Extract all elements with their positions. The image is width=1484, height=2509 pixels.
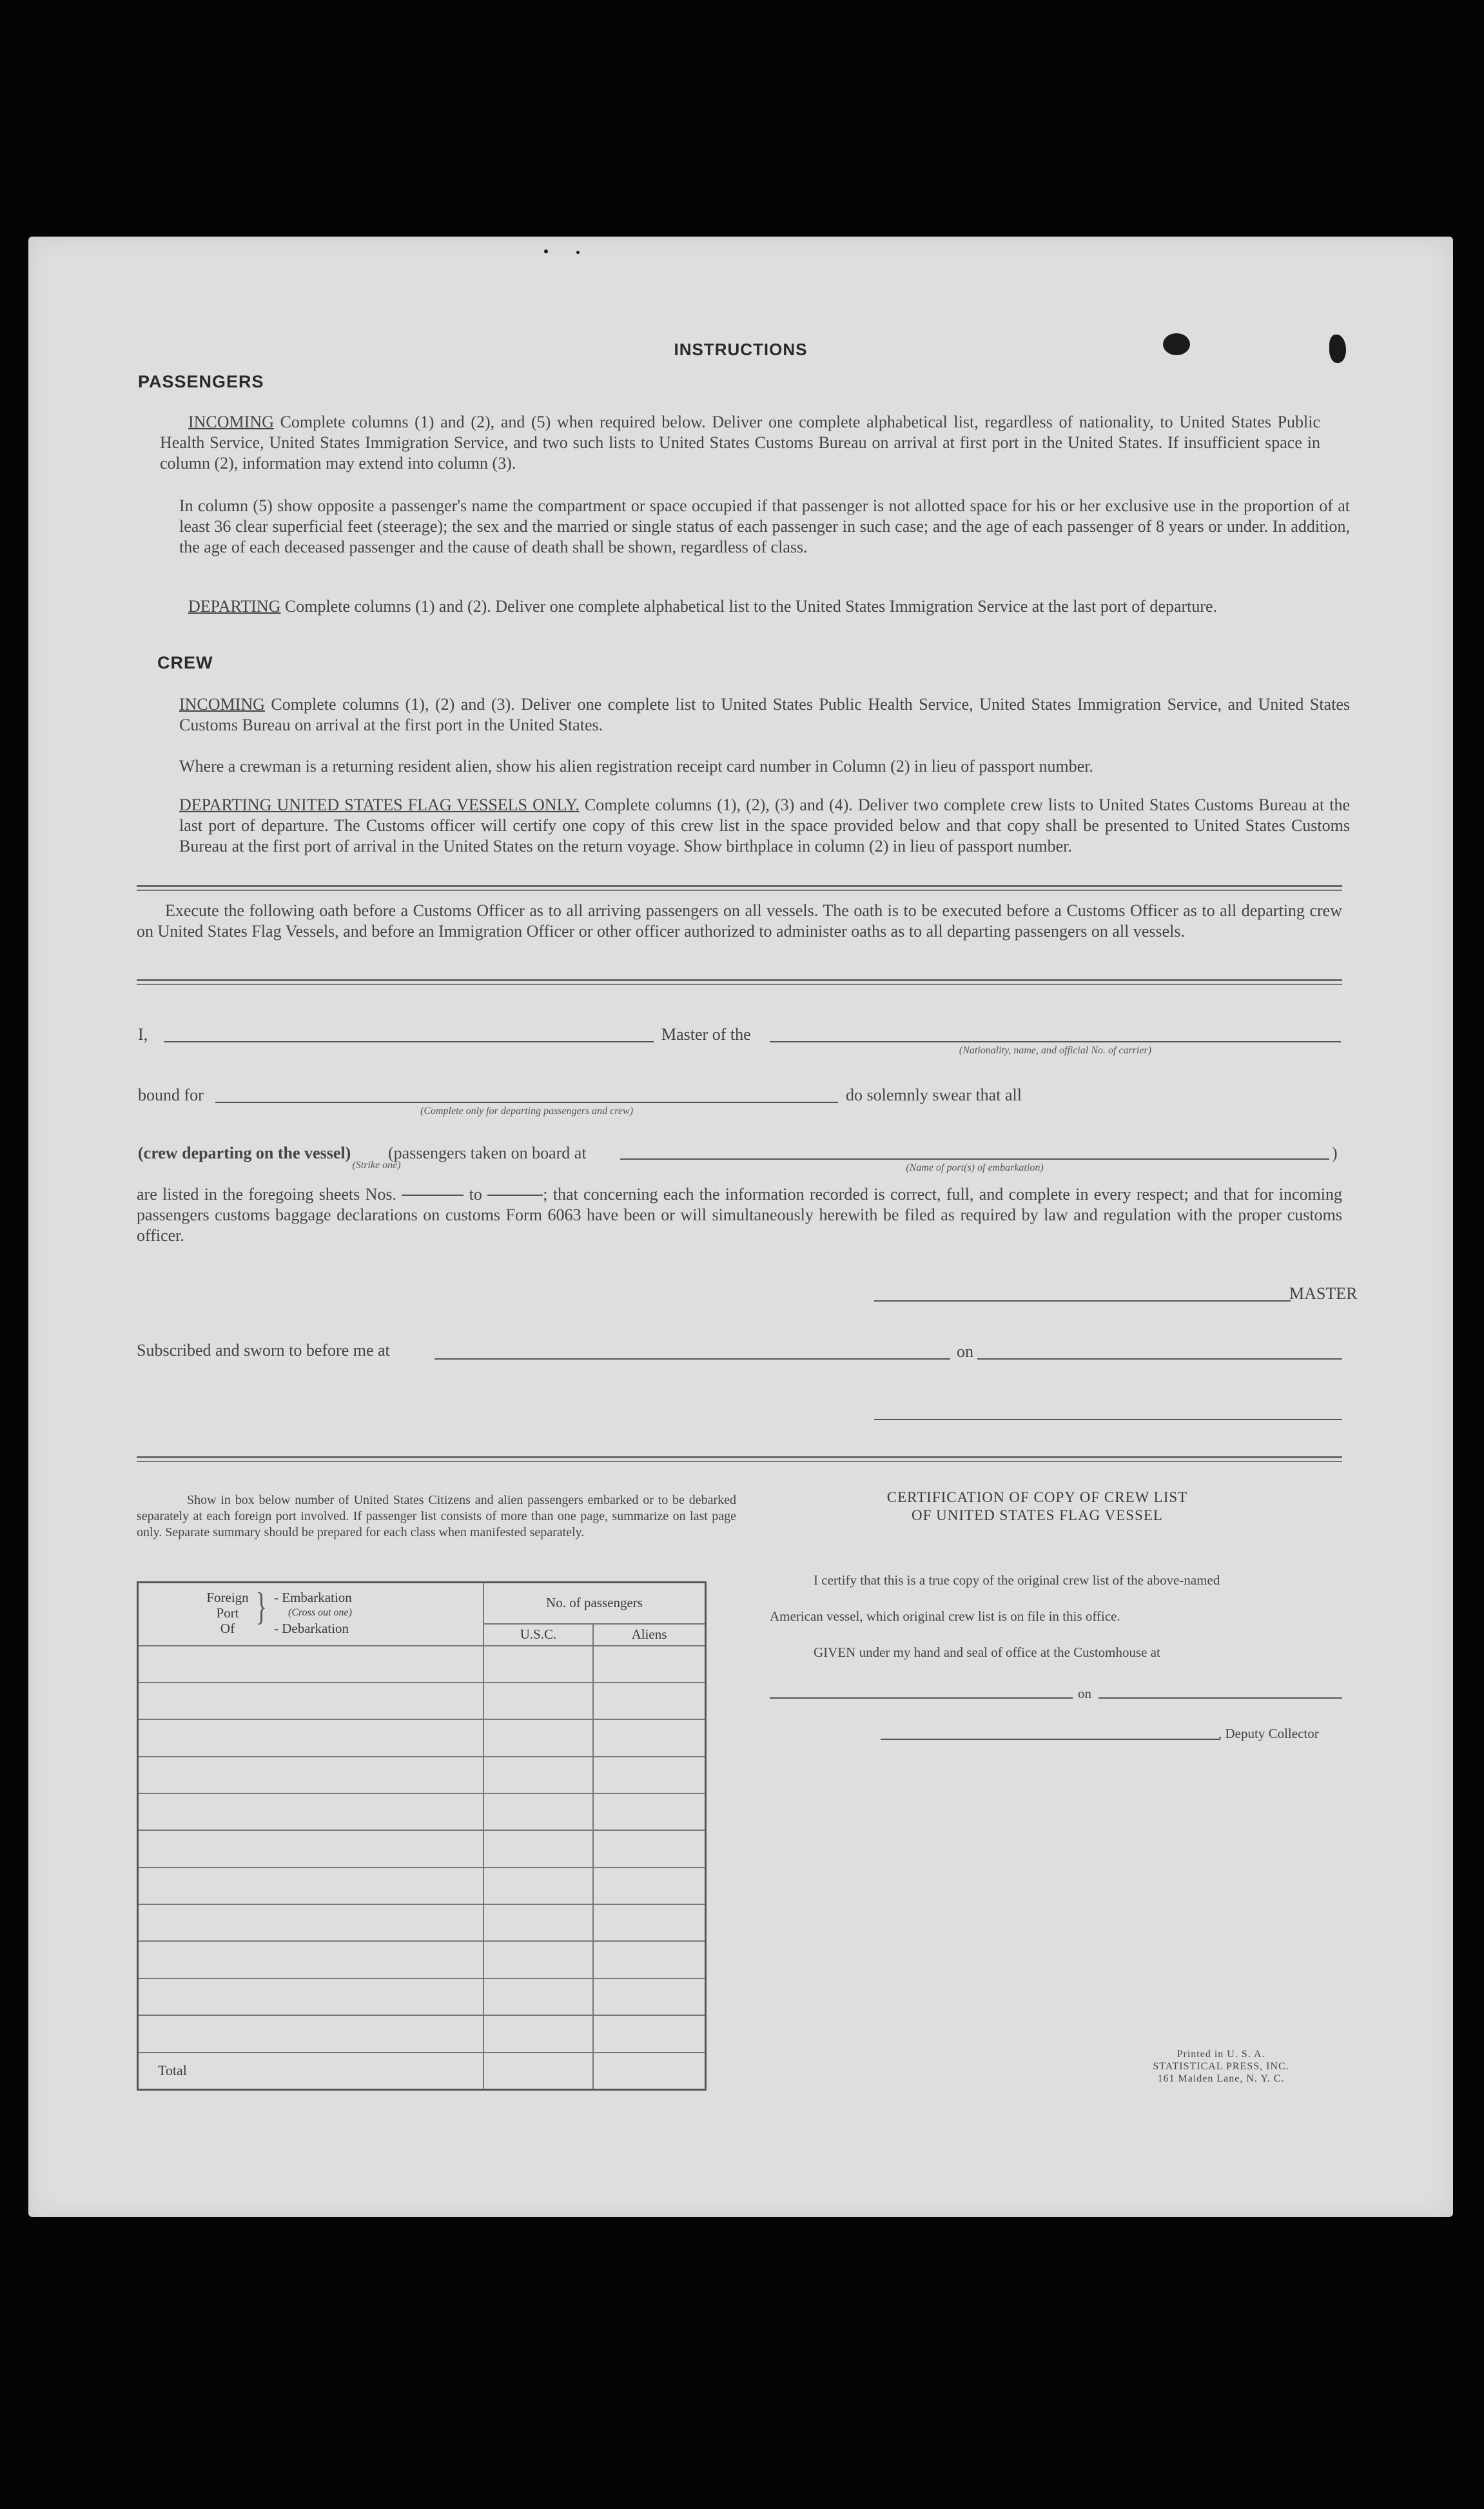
cert-on-label: on xyxy=(1078,1686,1091,1701)
passengers-heading: PASSENGERS xyxy=(138,372,264,391)
total-row xyxy=(138,2053,706,2090)
table-row xyxy=(138,1868,706,1904)
master-signature-field[interactable] xyxy=(874,1300,1291,1302)
passengers-departing-label: DEPARTING xyxy=(188,597,281,616)
master-label: MASTER xyxy=(1289,1284,1358,1303)
usc-cell[interactable] xyxy=(483,1830,593,1867)
ink-speck xyxy=(576,251,580,254)
table-row xyxy=(138,1646,706,1683)
crew-departing-option[interactable]: (crew departing on the vessel) xyxy=(138,1144,351,1162)
aliens-cell[interactable] xyxy=(593,1941,706,1978)
ink-speck xyxy=(544,249,548,253)
usc-cell[interactable] xyxy=(483,2015,593,2052)
usc-cell[interactable] xyxy=(483,1868,593,1904)
crew-departing-text: Complete columns (1), (2), (3) and (4). Deliver two complete crew lists to United States Customs Bureau at the last port of departure. The Customs officer will certify one copy of this crew list in the space provided below and that copy shall be presented to United States Customs Bureau at the first port of arrival in the United States on the return voyage. Show birthplace in column (2) in lieu of passport number. xyxy=(179,796,1351,855)
passengers-taken-option[interactable]: (passengers taken on board at xyxy=(388,1144,587,1162)
customhouse-field[interactable] xyxy=(770,1697,1073,1699)
printer-line3: 161 Maiden Lane, N. Y. C. xyxy=(1157,2073,1285,2084)
carrier-note: (Nationality, name, and official No. of carrier) xyxy=(959,1045,1152,1056)
crew-heading: CREW xyxy=(157,653,213,672)
port-cell[interactable] xyxy=(138,1793,484,1830)
bound-for-field[interactable] xyxy=(215,1102,838,1103)
usc-cell[interactable] xyxy=(483,1757,593,1793)
sheet-from-field[interactable] xyxy=(402,1195,464,1196)
debarkation-label: - Debarkation xyxy=(274,1621,349,1636)
certify-text-a: I certify that this is a true copy of the original crew list of the above-named xyxy=(814,1572,1220,1588)
certification-title-line2: OF UNITED STATES FLAG VESSEL xyxy=(912,1507,1163,1523)
usc-cell[interactable] xyxy=(483,1904,593,1941)
crew-departing-label: DEPARTING UNITED STATES FLAG VESSELS ONLY. xyxy=(179,796,580,814)
subscribed-place-field[interactable] xyxy=(434,1358,950,1360)
passengers-incoming-label: INCOMING xyxy=(188,413,274,431)
printer-line2: STATISTICAL PRESS, INC. xyxy=(1153,2061,1289,2072)
oath-i-label: I, xyxy=(138,1025,148,1044)
aliens-header: Aliens xyxy=(593,1624,706,1646)
port-cell[interactable] xyxy=(138,1978,484,2015)
port-cell[interactable] xyxy=(138,1683,484,1719)
aliens-cell[interactable] xyxy=(593,1646,706,1683)
printer-line1: Printed in U. S. A. xyxy=(1176,2049,1265,2060)
usc-cell[interactable] xyxy=(483,1941,593,1978)
crew-resident-text: Where a crewman is a returning resident alien, show his alien registration receipt card number in Column (2) in lieu of passport number. xyxy=(179,757,1094,776)
port-cell[interactable] xyxy=(138,1646,484,1683)
crew-departing-paragraph xyxy=(179,795,1350,857)
passengers-departing-text: Complete columns (1) and (2). Deliver one complete alphabetical list to the United States Immigration Service at the last port of departure. xyxy=(284,597,1218,616)
certify-text-b: American vessel, which original crew list is on file in this office. xyxy=(770,1608,1120,1624)
subscribed-date-field[interactable] xyxy=(977,1358,1342,1360)
usc-cell[interactable] xyxy=(483,1719,593,1756)
foreign-port-header xyxy=(138,1583,484,1646)
table-row xyxy=(138,1904,706,1941)
do-swear-label: do solemnly swear that all xyxy=(846,1086,1022,1104)
port-cell[interactable] xyxy=(138,2015,484,2052)
aliens-cell[interactable] xyxy=(593,1757,706,1793)
listed-text-b: ; that concerning each the information recorded is correct, full, and complete in every respect; and that for incoming passengers customs baggage declarations on customs Form 6063 have been or will simultaneously herewith be filed as required by law and regulation with the proper customs officer. xyxy=(137,1185,1343,1245)
port-note: (Name of port(s) of embarkation) xyxy=(906,1162,1044,1173)
total-label: Total xyxy=(138,2053,484,2090)
subscribed-label: Subscribed and sworn to before me at xyxy=(137,1341,390,1360)
bound-for-label: bound for xyxy=(138,1086,204,1104)
sheets-paragraph xyxy=(137,1184,1342,1246)
subscribed-on-label: on xyxy=(957,1342,973,1361)
aliens-cell[interactable] xyxy=(593,1904,706,1941)
port-cell[interactable] xyxy=(138,1757,484,1793)
passengers-column5-text: In column (5) show opposite a passenger's name the compartment or space occupied if that passenger is not allotted space for his or her exclusive use in the proportion of at least 36 clear superficial feet (steerage); the sex and the married or single status of each passenger in such case; and the age of each passenger of 8 years or under. In addition, the age of each deceased passenger and the cause of death shall be shown, regardless of class. xyxy=(179,496,1350,556)
table-row xyxy=(138,1978,706,2015)
section-divider xyxy=(137,1456,1342,1462)
brace-icon: } xyxy=(255,1585,268,1628)
usc-cell[interactable] xyxy=(483,1793,593,1830)
deputy-collector-signature-field[interactable] xyxy=(881,1739,1220,1740)
carrier-field[interactable] xyxy=(770,1041,1341,1042)
sheet-to-field[interactable] xyxy=(487,1195,543,1196)
oath-intro: Execute the following oath before a Customs Officer as to all arriving passengers on all vessels. The oath is to be executed before a Customs Officer as to all departing crew on United States Flag Vessels, and before an Immigration Officer or other officer authorized to administer oaths as to all departing passengers on all vessels. xyxy=(137,901,1342,941)
crew-incoming-label: INCOMING xyxy=(179,695,265,714)
aliens-cell[interactable] xyxy=(593,1830,706,1867)
embarkation-port-field[interactable] xyxy=(620,1158,1329,1160)
aliens-cell[interactable] xyxy=(593,1978,706,2015)
given-text: GIVEN under my hand and seal of office at the Customhouse at xyxy=(814,1645,1160,1660)
deputy-collector-label: , Deputy Collector xyxy=(1218,1726,1319,1741)
usc-cell[interactable] xyxy=(483,1978,593,2015)
passengers-incoming-paragraph xyxy=(160,412,1320,474)
usc-cell[interactable] xyxy=(483,1683,593,1719)
port-cell[interactable] xyxy=(138,1904,484,1941)
total-usc-cell[interactable] xyxy=(483,2053,593,2090)
port-cell[interactable] xyxy=(138,1941,484,1978)
usc-header: U.S.C. xyxy=(483,1624,593,1646)
passengers-departing-paragraph xyxy=(160,596,1346,617)
aliens-cell[interactable] xyxy=(593,1793,706,1830)
total-aliens-cell[interactable] xyxy=(593,2053,706,2090)
certification-title-line1: CERTIFICATION OF COPY OF CREW LIST xyxy=(886,1489,1188,1505)
to-label: to xyxy=(469,1185,482,1204)
crew-incoming-text: Complete columns (1), (2) and (3). Deliver one complete list to United States Public Health Service, United States Immigration Service, and United States Customs Bureau on arrival at the first port in the United States. xyxy=(179,695,1350,734)
port-label: Port xyxy=(216,1605,239,1621)
close-paren: ) xyxy=(1332,1144,1338,1162)
certification-title xyxy=(770,1489,1305,1525)
usc-cell[interactable] xyxy=(483,1646,593,1683)
section-divider xyxy=(137,979,1342,985)
table-row xyxy=(138,1830,706,1867)
no-of-passengers-header: No. of passengers xyxy=(483,1583,706,1624)
port-cell[interactable] xyxy=(138,1868,484,1904)
departing-note: (Complete only for departing passengers and crew) xyxy=(420,1106,634,1117)
strike-one-note: (Strike one) xyxy=(352,1160,401,1171)
aliens-cell[interactable] xyxy=(593,1683,706,1719)
officer-signature-field[interactable] xyxy=(874,1419,1342,1420)
crew-incoming-paragraph xyxy=(179,694,1350,736)
printer-imprint xyxy=(1124,2048,1318,2085)
master-of-the-label: Master of the xyxy=(661,1025,751,1044)
embarkation-label: - Embarkation xyxy=(274,1590,352,1605)
master-name-field[interactable] xyxy=(164,1041,654,1042)
cert-date-field[interactable] xyxy=(1098,1697,1342,1699)
passenger-count-table xyxy=(137,1581,707,2091)
table-row xyxy=(138,1719,706,1756)
page-title: INSTRUCTIONS xyxy=(674,340,808,359)
aliens-cell[interactable] xyxy=(593,2015,706,2052)
aliens-cell[interactable] xyxy=(593,1719,706,1756)
port-cell[interactable] xyxy=(138,1719,484,1756)
port-cell[interactable] xyxy=(138,1830,484,1867)
passengers-incoming-text: Complete columns (1) and (2), and (5) when required below. Deliver one complete alphabetical list, regardless of nationality, to United States Public Health Service, United States Immigration Service, and two such lists to United States Customs Bureau on arrival at first port in the United States. If insufficient space in column (2), information may extend into column (3). xyxy=(160,413,1321,473)
foreign-label: Foreign xyxy=(206,1590,249,1605)
table-row xyxy=(138,1941,706,1978)
table-row xyxy=(138,2015,706,2052)
form-page xyxy=(28,237,1453,2217)
table-row xyxy=(138,1793,706,1830)
listed-text-a: are listed in the foregoing sheets Nos. xyxy=(137,1185,396,1204)
of-label: Of xyxy=(220,1621,235,1636)
aliens-cell[interactable] xyxy=(593,1868,706,1904)
table-row xyxy=(138,1757,706,1793)
box-instructions: Show in box below number of United States Citizens and alien passengers embarked or to be debarked separately at each foreign port involved. If passenger list consists of more than one page, summarize on last page only. Separate summary should be prepared for each class when manifested separately. xyxy=(137,1493,736,1539)
cross-out-note: (Cross out one) xyxy=(288,1607,352,1618)
table-row xyxy=(138,1683,706,1719)
section-divider xyxy=(137,885,1342,891)
